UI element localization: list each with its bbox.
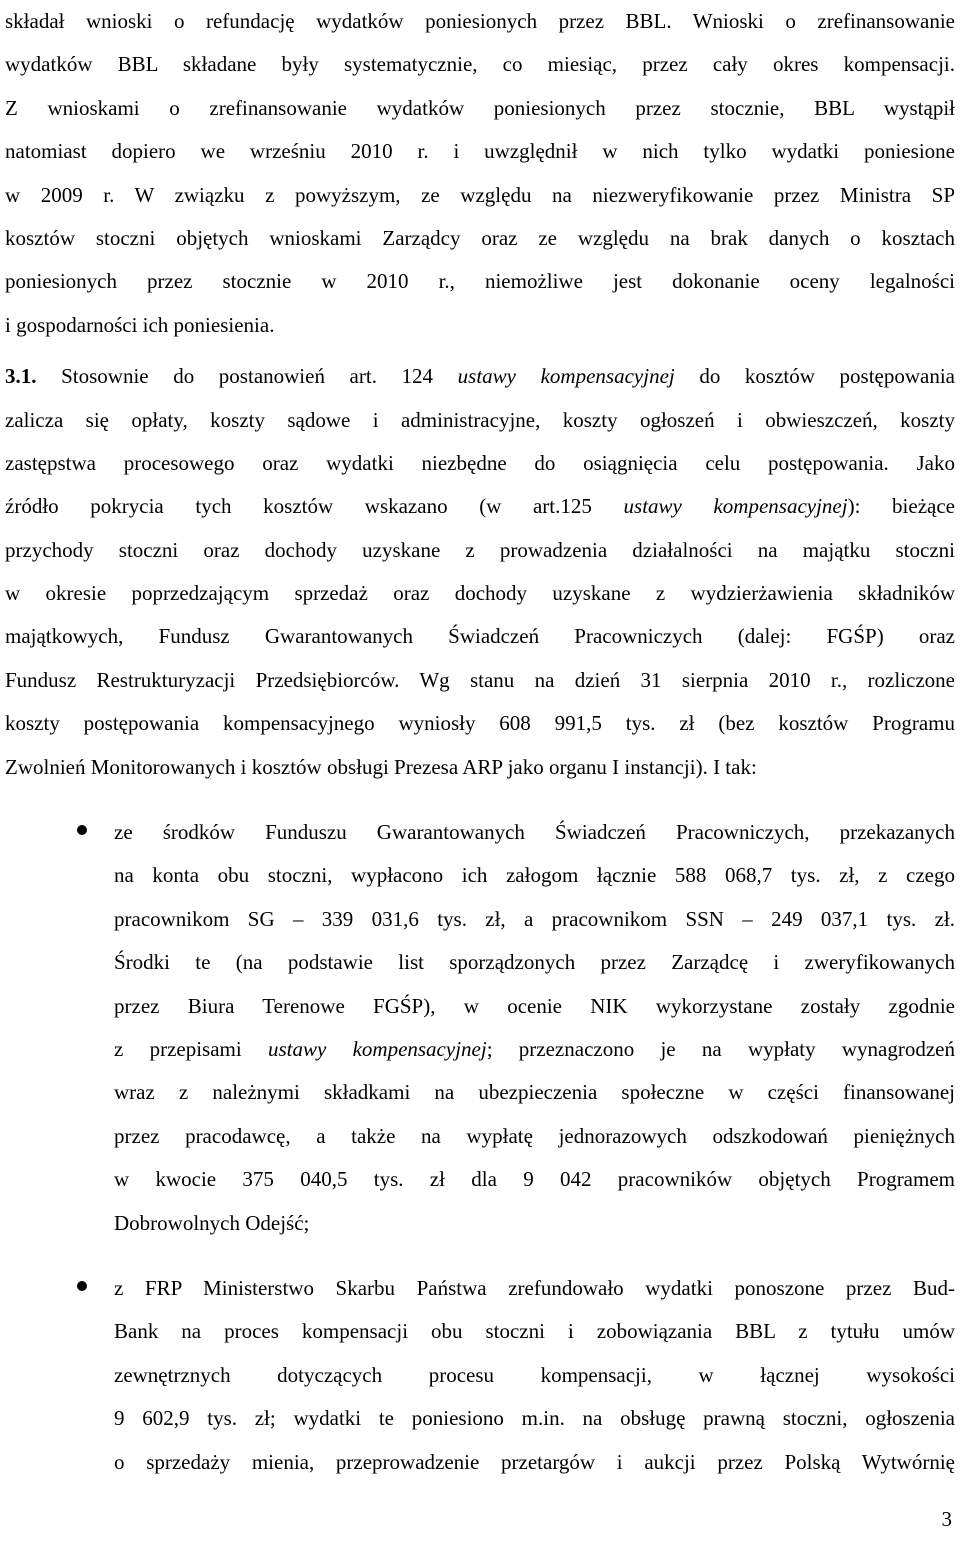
text-line: przez Biura Terenowe FGŚP), w ocenie NIK wykorzystane zostały zgodnie xyxy=(114,993,955,1018)
text-line: w 2009 r. W związku z powyższym, ze względu na niezweryfikowanie przez Ministra SP xyxy=(5,182,955,207)
text-line: koszty postępowania kompensacyjnego wyniosły 608 991,5 tys. zł (bez kosztów Programu xyxy=(5,711,955,736)
list-item-frp xyxy=(5,1267,955,1484)
text-line: w kwocie 375 040,5 tys. zł dla 9 042 pracowników objętych Programem xyxy=(114,1167,955,1192)
text-line: Dobrowolnych Odejść; xyxy=(114,1210,310,1235)
text-line: Zwolnień Monitorowanych i kosztów obsługi Prezesa ARP jako organu I instancji). I tak: xyxy=(5,754,757,779)
text-line: o sprzedaży mienia, przeprowadzenie przetargów i aukcji przez Polską Wytwórnię xyxy=(114,1449,955,1474)
text-line: i gospodarności ich poniesienia. xyxy=(5,312,275,337)
text-line: pracownikom SG – 339 031,6 tys. zł, a pracownikom SSN – 249 037,1 tys. zł. xyxy=(114,906,955,931)
section-number: 3.1. xyxy=(5,364,37,389)
text-line: Środki te (na podstawie list sporządzonych przez Zarządcę i zweryfikowanych xyxy=(114,950,955,975)
text-line: zastępstwa procesowego oraz wydatki niezbędne do osiągnięcia celu postępowania. Jako xyxy=(5,450,955,475)
paragraph-refund-requests xyxy=(5,0,955,347)
paragraph-compensation-costs xyxy=(5,355,955,789)
text-line: Z wnioskami o zrefinansowanie wydatków poniesionych przez stocznie, BBL wystąpił xyxy=(5,95,955,120)
text-line: Fundusz Restrukturyzacji Przedsiębiorców. Wg stanu na dzień 31 sierpnia 2010 r., rozliczone xyxy=(5,667,955,692)
text-line: wraz z należnymi składkami na ubezpieczenia społeczne w części finansowanej xyxy=(114,1080,955,1105)
text-line: 3.1. Stosownie do postanowień art. 124 ustawy kompensacyjnej do kosztów postępowania xyxy=(5,364,955,389)
page-number: 3 xyxy=(941,1507,952,1531)
text-line: z FRP Ministerstwo Skarbu Państwa zrefundowało wydatki ponoszone przez Bud- xyxy=(114,1275,955,1300)
text-line: z przepisami ustawy kompensacyjnej; przeznaczono je na wypłaty wynagrodzeń xyxy=(114,1036,955,1061)
text-line: na konta obu stoczni, wypłacono ich załogom łącznie 588 068,7 tys. zł, z czego xyxy=(114,863,955,888)
text-line: przychody stoczni oraz dochody uzyskane z prowadzenia działalności na majątku stoczni xyxy=(5,537,955,562)
text-line: zalicza się opłaty, koszty sądowe i administracyjne, koszty ogłoszeń i obwieszczeń, koszty xyxy=(5,407,955,432)
text-line: źródło pokrycia tych kosztów wskazano (w art.125 ustawy kompensacyjnej): bieżące xyxy=(5,494,955,519)
text-line: zewnętrznych dotyczących procesu kompensacji, w łącznej wysokości xyxy=(114,1362,955,1387)
text-line: Bank na proces kompensacji obu stoczni i zobowiązania BBL z tytułu umów xyxy=(114,1319,955,1344)
text-line: poniesionych przez stocznie w 2010 r., niemożliwe jest dokonanie oceny legalności xyxy=(5,269,955,294)
text-line: składał wnioski o refundację wydatków poniesionych przez BBL. Wnioski o zrefinansowanie xyxy=(5,9,955,33)
text-line: majątkowych, Fundusz Gwarantowanych Świadczeń Pracowniczych (dalej: FGŚP) oraz xyxy=(5,624,955,649)
text-line: 9 602,9 tys. zł; wydatki te poniesiono m.in. na obsługę prawną stoczni, ogłoszenia xyxy=(114,1406,955,1431)
text-line: ze środków Funduszu Gwarantowanych Świadczeń Pracowniczych, przekazanych xyxy=(114,820,955,845)
text-line: natomiast dopiero we wrześniu 2010 r. i uwzględnił w nich tylko wydatki poniesione xyxy=(5,139,955,164)
list-item-fgsp xyxy=(5,811,955,1245)
bullet-icon xyxy=(77,825,87,835)
text-line: przez pracodawcę, a także na wypłatę jednorazowych odszkodowań pieniężnych xyxy=(114,1123,955,1148)
text-line: w okresie poprzedzającym sprzedaż oraz dochody uzyskane z wydzierżawienia składników xyxy=(5,581,955,606)
text-line: kosztów stoczni objętych wnioskami Zarządcy oraz ze względu na brak danych o kosztach xyxy=(5,225,955,250)
bullet-icon xyxy=(77,1281,87,1291)
document-page xyxy=(5,0,955,1484)
text-line: wydatków BBL składane były systematycznie, co miesiąc, przez cały okres kompensacji. xyxy=(5,52,955,77)
